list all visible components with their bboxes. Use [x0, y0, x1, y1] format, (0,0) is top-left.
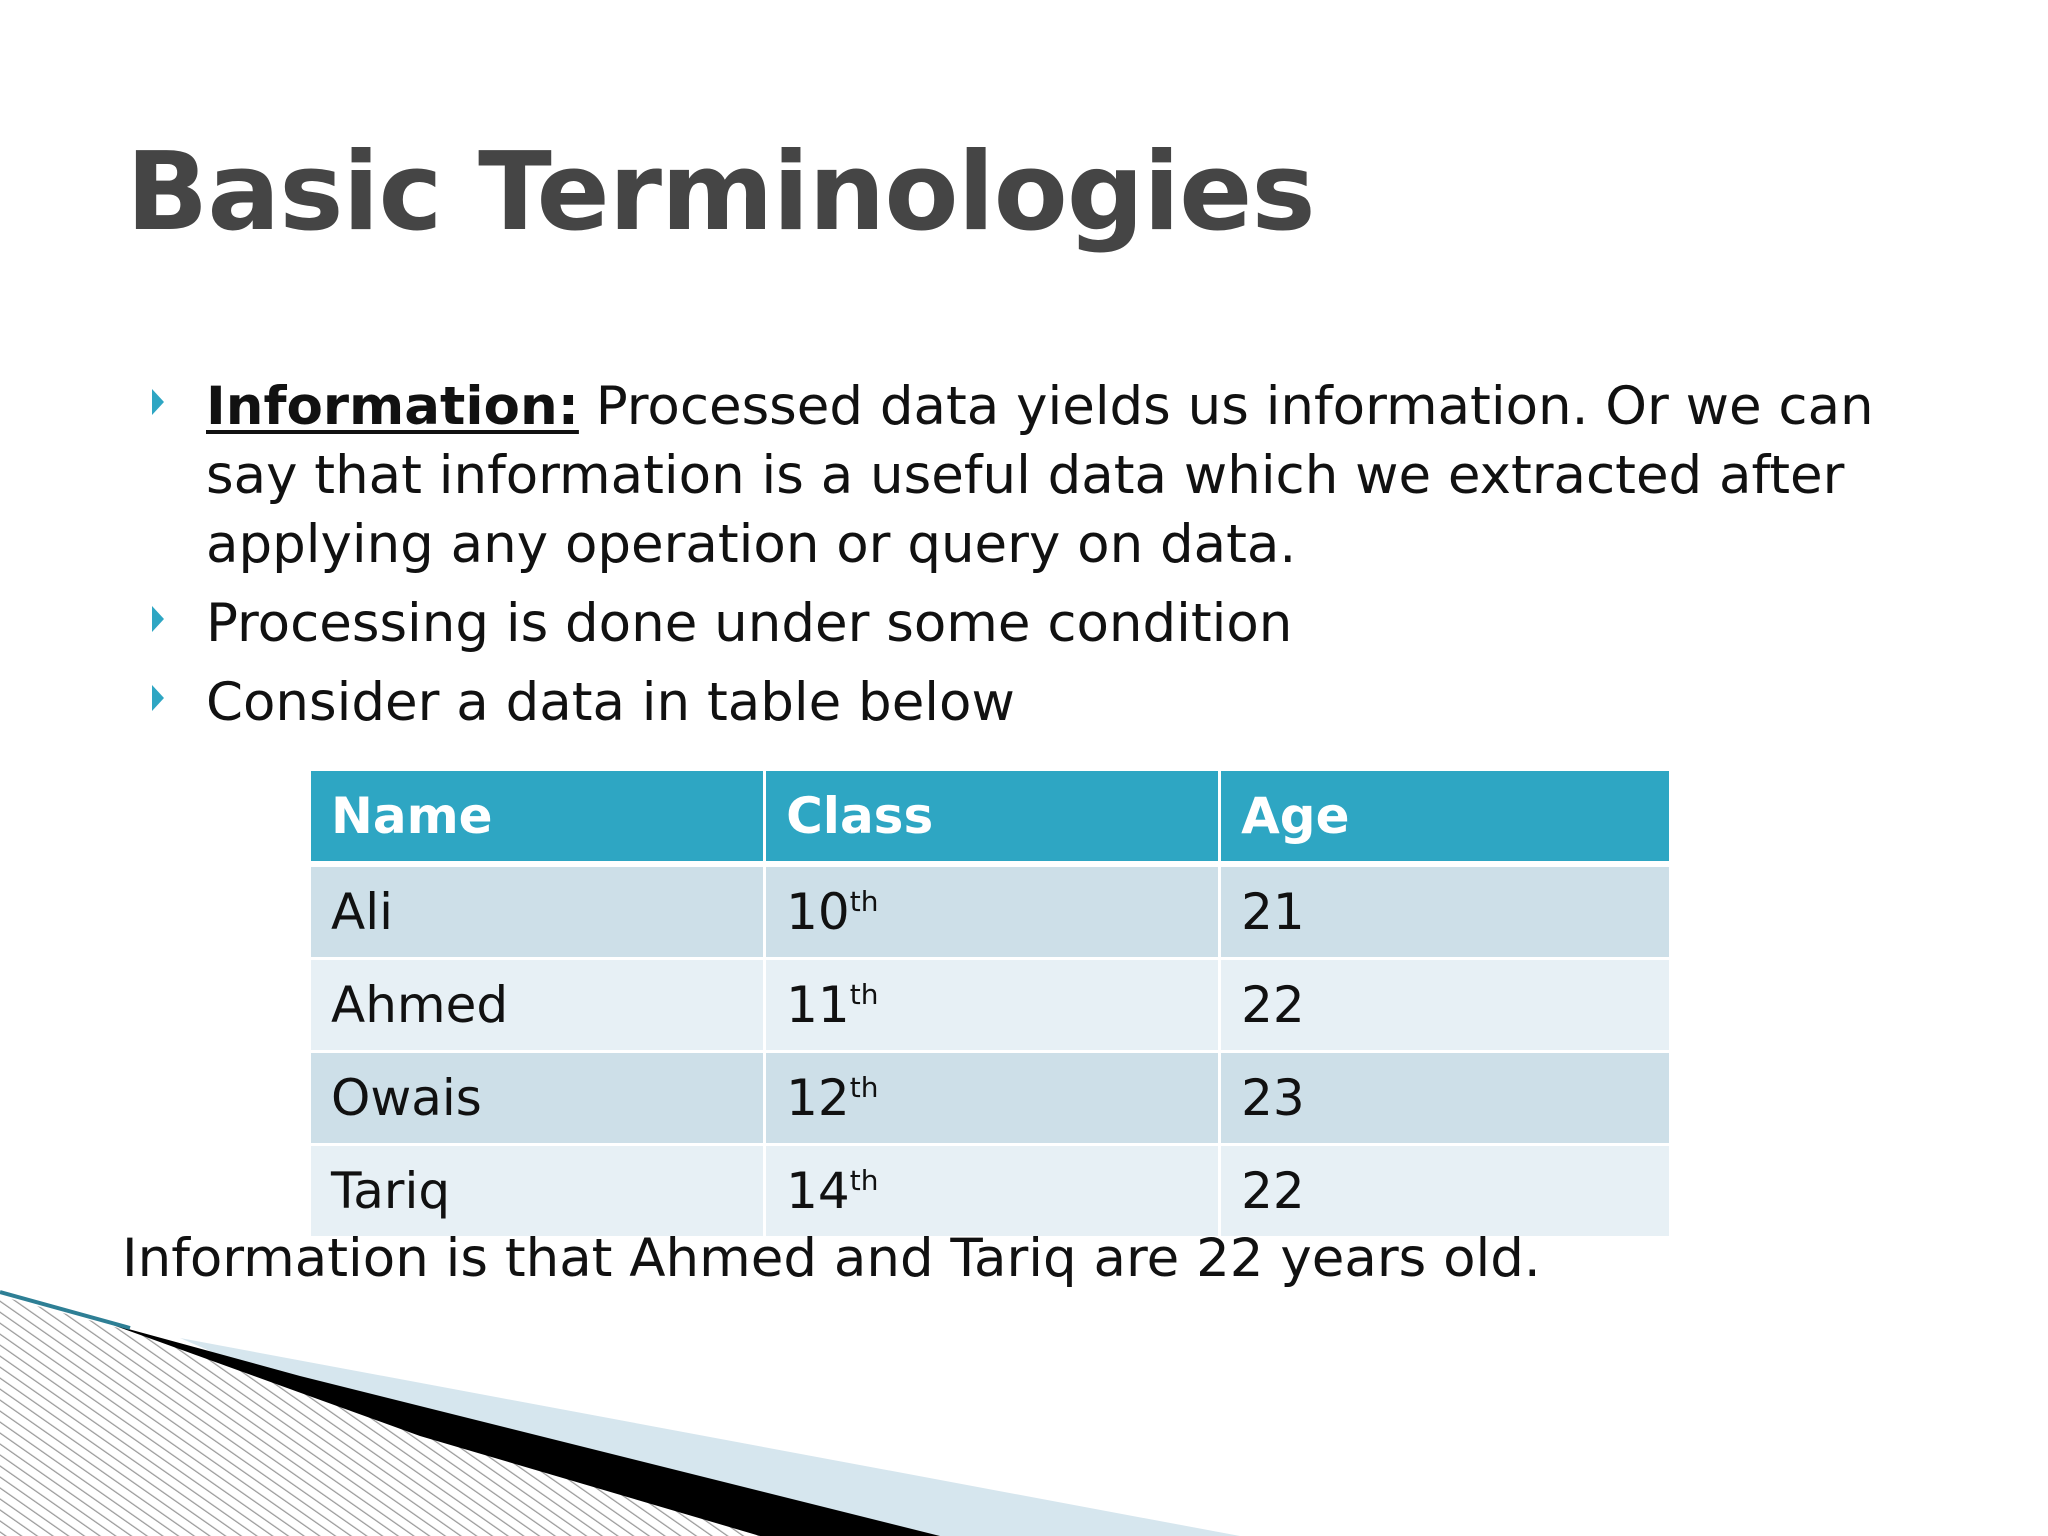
header-name: Name — [310, 770, 765, 865]
student-table — [308, 768, 1672, 1239]
class-suffix: th — [849, 978, 879, 1011]
header-age: Age — [1220, 770, 1671, 865]
table-row — [310, 959, 1671, 1052]
slide-title: Basic Terminologies — [126, 130, 1315, 255]
class-suffix: th — [849, 1164, 879, 1197]
table-row — [310, 1052, 1671, 1145]
class-number: 10 — [786, 883, 850, 941]
bullet-processing — [150, 589, 1910, 658]
footer-decoration — [0, 1280, 2048, 1536]
cell-name: Tariq — [310, 1145, 765, 1238]
bullet-list — [150, 372, 1910, 747]
cell-class — [765, 864, 1220, 959]
cell-name: Owais — [310, 1052, 765, 1145]
class-number: 11 — [786, 976, 850, 1034]
bullet-information — [150, 372, 1910, 579]
bullet-term: Information: — [206, 376, 579, 437]
bullet-text: Processed data yields us information. Or we can say that information is a useful data which we extracted after applying any operation or query on data. — [206, 376, 1874, 575]
class-suffix: th — [849, 885, 879, 918]
cell-age: 23 — [1220, 1052, 1671, 1145]
table-header-row — [310, 770, 1671, 865]
class-suffix: th — [849, 1071, 879, 1104]
bullet-consider — [150, 668, 1910, 737]
bullet-triangle-icon — [152, 389, 164, 415]
bullet-triangle-icon — [152, 685, 164, 711]
cell-age: 21 — [1220, 864, 1671, 959]
table-row — [310, 864, 1671, 959]
cell-name: Ahmed — [310, 959, 765, 1052]
cell-age: 22 — [1220, 959, 1671, 1052]
cell-age: 22 — [1220, 1145, 1671, 1238]
class-number: 12 — [786, 1069, 850, 1127]
bullet-triangle-icon — [152, 606, 164, 632]
cell-name: Ali — [310, 864, 765, 959]
bullet-text: Consider a data in table below — [206, 672, 1015, 733]
class-number: 14 — [786, 1162, 850, 1220]
bullet-text: Processing is done under some condition — [206, 593, 1293, 654]
cell-class — [765, 1052, 1220, 1145]
header-class: Class — [765, 770, 1220, 865]
conclusion-text: Information is that Ahmed and Tariq are 22 years old. — [122, 1228, 1541, 1289]
cell-class — [765, 959, 1220, 1052]
